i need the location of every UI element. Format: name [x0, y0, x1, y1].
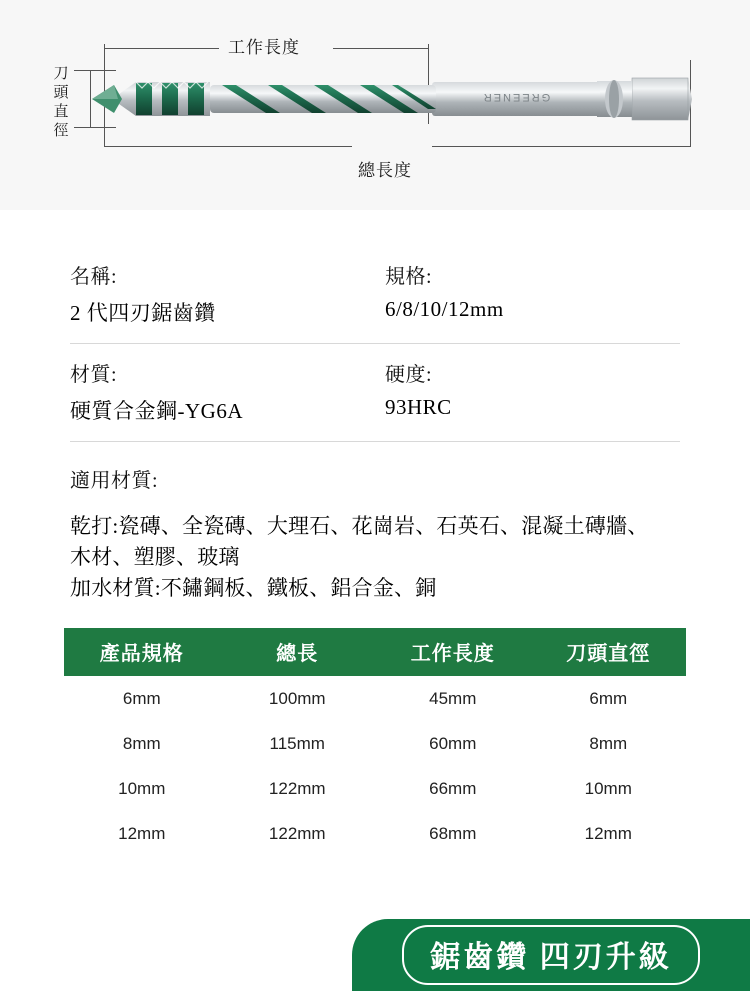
materials-line: 木材、塑膠、玻璃 [70, 545, 240, 569]
table-cell: 6mm [589, 689, 628, 708]
table-cell: 8mm [122, 734, 161, 753]
spec-value: 硬質合金鋼-YG6A [70, 399, 243, 423]
table-header-cell: 產品規格 [64, 628, 220, 676]
work-length-line-right [333, 48, 429, 49]
spec-table-wrapper [0, 604, 750, 856]
spec-cell-hardness [375, 358, 680, 425]
table-cell: 45mm [429, 689, 477, 708]
table-header-cell: 刀頭直徑 [531, 628, 687, 676]
drill-bit-diagram [0, 0, 750, 210]
head-diameter-label: 刀頭直徑 [53, 65, 69, 139]
spec-cell-name [70, 260, 375, 327]
table-row [64, 676, 686, 721]
bottom-banner [352, 919, 750, 991]
materials-line: 加水材質:不鏽鋼板、鐵板、鋁合金、銅 [70, 576, 437, 600]
spec-value: 2 代四刃鋸齒鑽 [70, 301, 216, 325]
spec-cell-material [70, 358, 375, 425]
table-cell: 6mm [122, 689, 161, 708]
table-cell: 68mm [429, 824, 477, 843]
table-header-row [64, 628, 686, 676]
drill-bit-illustration [92, 68, 692, 130]
total-length-line-right [432, 146, 691, 147]
spec-value: 93HRC [385, 395, 452, 419]
spec-table [64, 628, 686, 856]
table-cell: 10mm [118, 779, 166, 798]
banner-text: 鋸齒鑽 四刃升級 [402, 925, 700, 985]
table-cell: 100mm [268, 689, 326, 708]
spec-row [70, 344, 680, 442]
table-cell: 12mm [584, 824, 632, 843]
table-row [64, 721, 686, 766]
spec-row [70, 246, 680, 344]
total-length-label: 總長度 [358, 161, 412, 180]
spec-key: 材質: [70, 364, 118, 386]
table-cell: 122mm [268, 779, 326, 798]
table-cell: 66mm [429, 779, 477, 798]
head-diameter-line [90, 70, 91, 127]
spec-value: 6/8/10/12mm [385, 297, 504, 321]
spec-key: 名稱: [70, 266, 118, 288]
total-length-line-left [104, 146, 352, 147]
table-row [64, 811, 686, 856]
table-cell: 60mm [429, 734, 477, 753]
spec-list [0, 210, 750, 442]
table-cell: 10mm [584, 779, 632, 798]
table-cell: 8mm [589, 734, 628, 753]
applicable-materials-title: 適用材質: [70, 470, 159, 492]
spec-key: 規格: [385, 266, 433, 288]
table-header-cell: 總長 [220, 628, 376, 676]
svg-text:GREENER: GREENER [481, 91, 551, 103]
table-cell: 115mm [269, 734, 325, 753]
materials-line: 乾打:瓷磚、全瓷磚、大理石、花崗岩、石英石、混凝土磚牆、 [70, 514, 649, 538]
spec-key: 硬度: [385, 364, 433, 386]
table-cell: 12mm [118, 824, 166, 843]
spec-cell-size [375, 260, 680, 327]
applicable-materials [0, 442, 750, 604]
work-length-label: 工作長度 [228, 38, 300, 57]
table-row [64, 766, 686, 811]
table-header-cell: 工作長度 [375, 628, 531, 676]
work-length-line-left [104, 48, 219, 49]
table-cell: 122mm [268, 824, 326, 843]
